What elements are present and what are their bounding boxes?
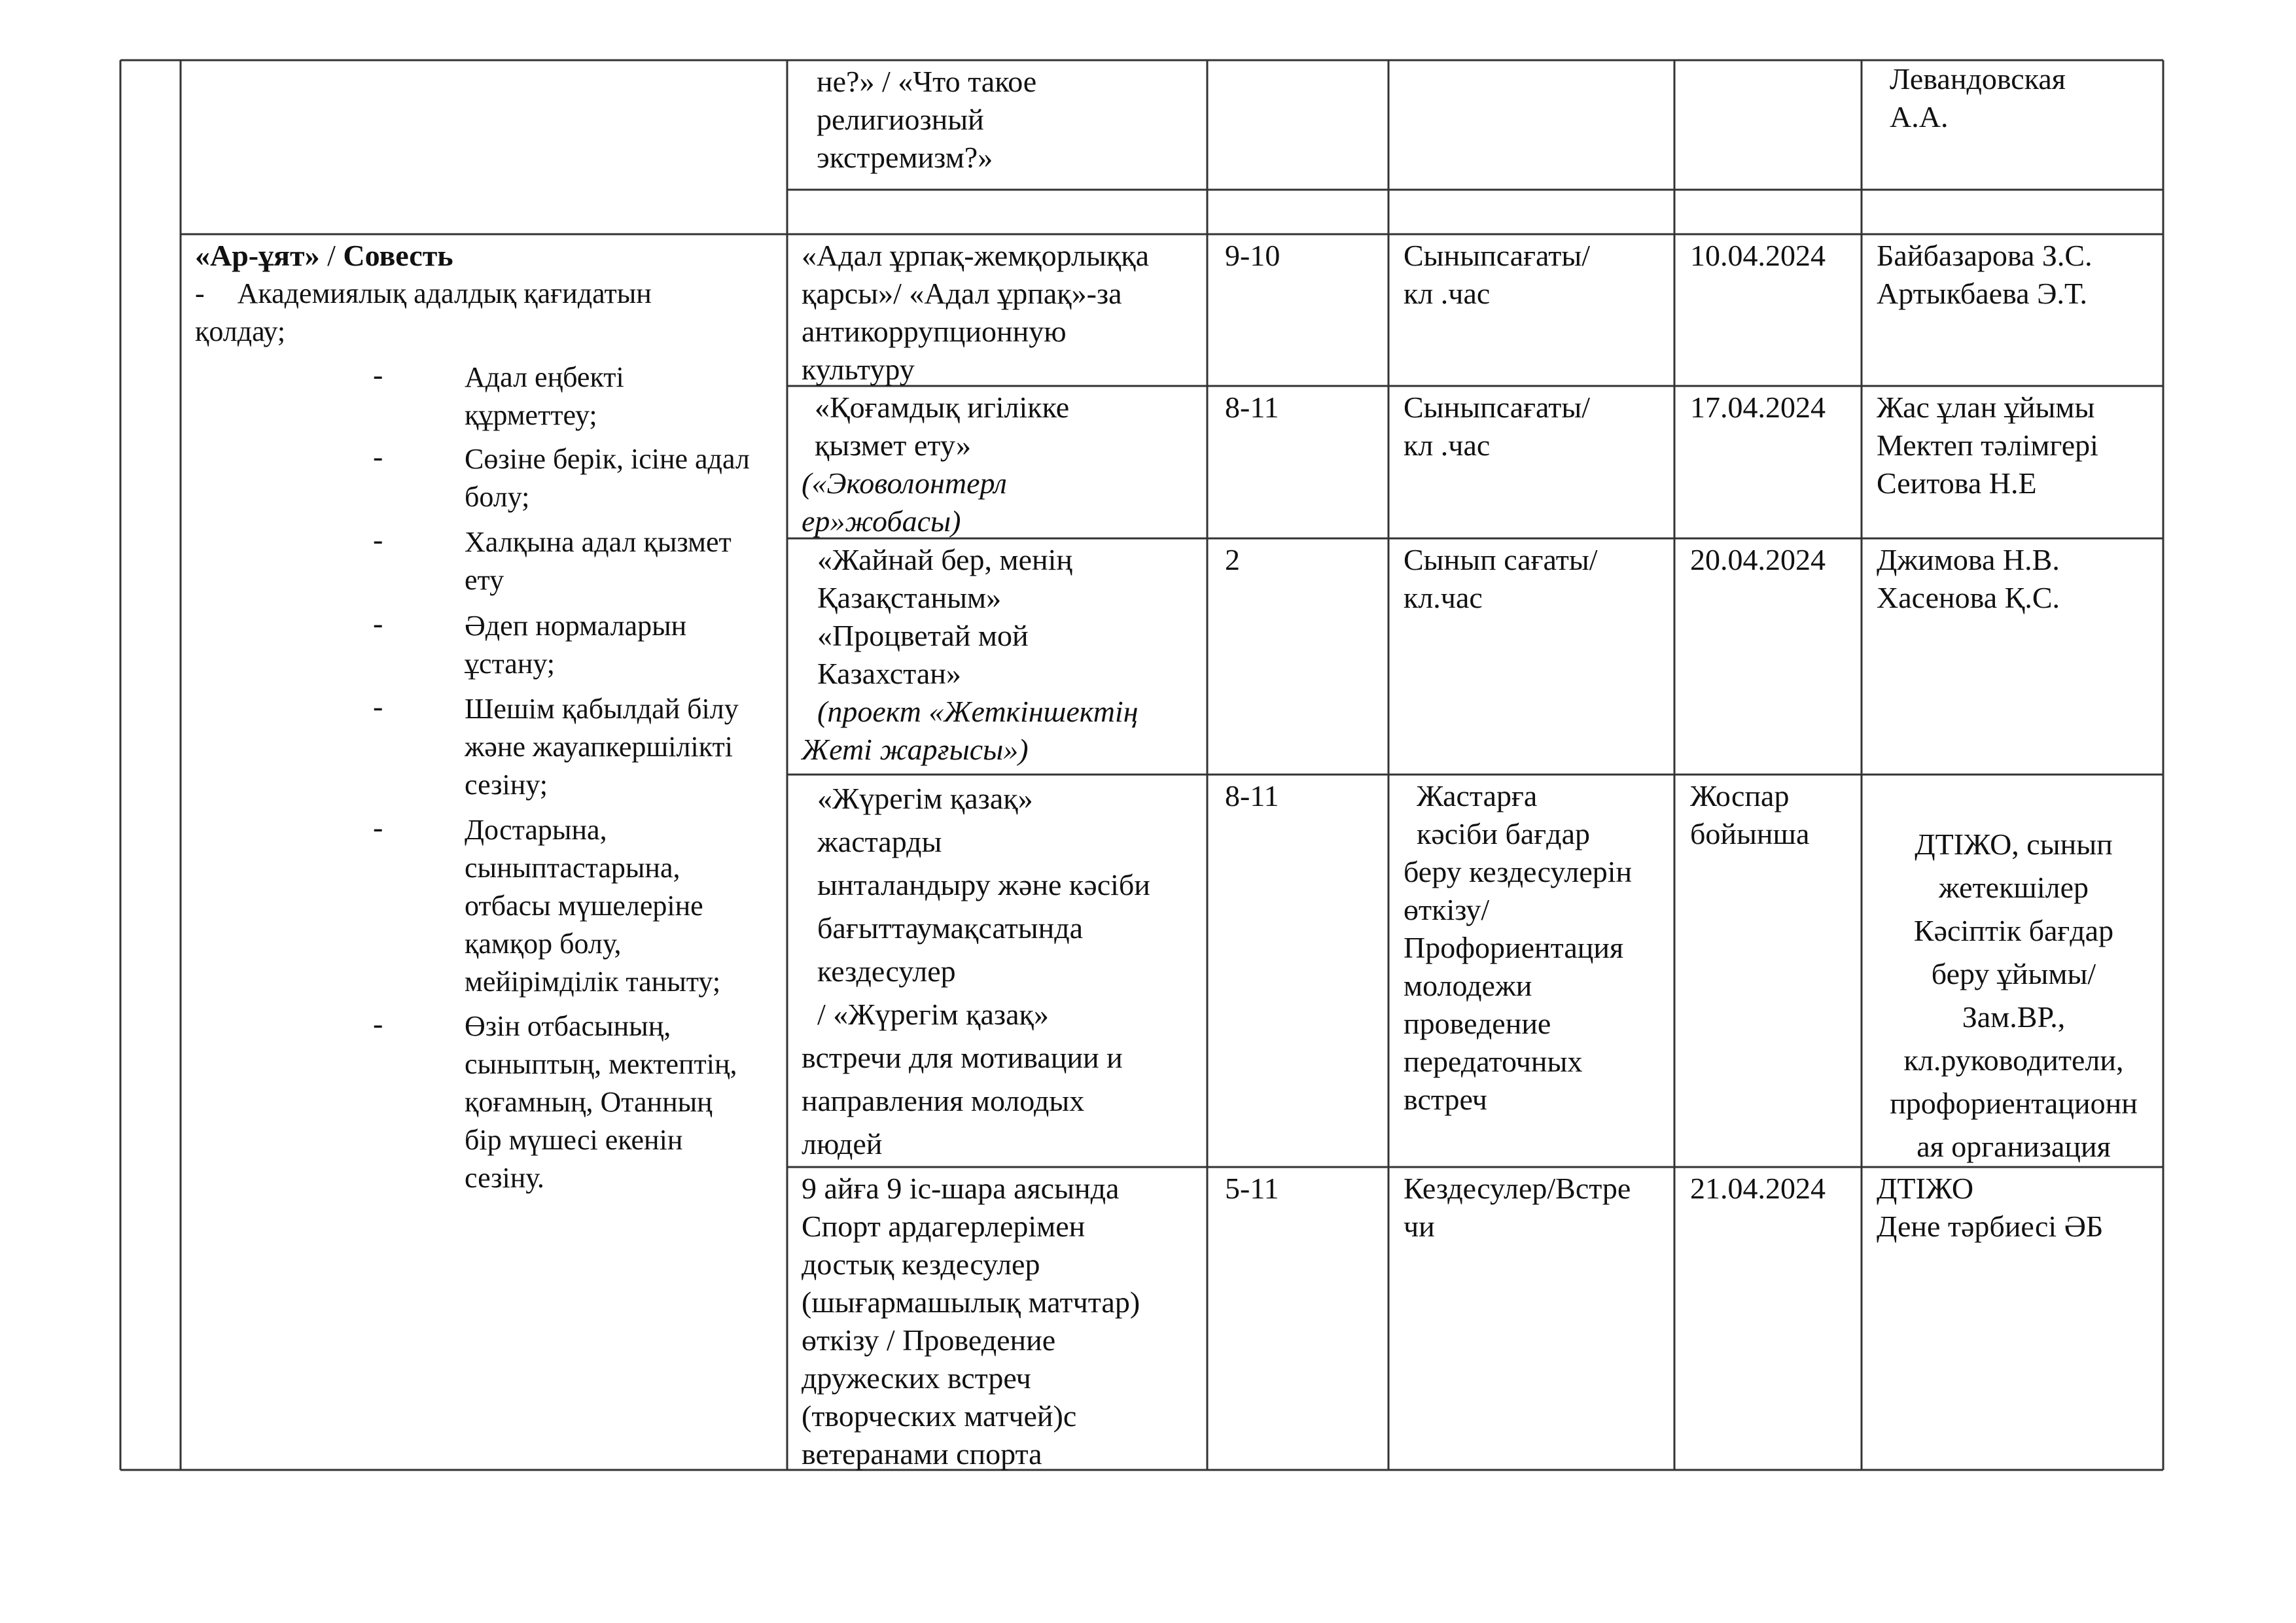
event-line: Казахстан» [817,657,961,690]
row1-form [1404,237,1665,313]
event-line-italic: («Эковолонтерл [802,466,1007,500]
responsible-line: Жас ұлан ұйымы [1877,391,2095,424]
responsible-line: Кәсіптік бағдар [1913,914,2114,947]
bullet-line: отбасы мүшелеріне [465,890,703,922]
bullet-dash: - [373,606,383,640]
responsible-line: Хасенова Қ.С. [1877,581,2060,614]
bullet-dash: - [373,1007,383,1040]
event-line: (шығармашылық матчтар) [802,1285,1140,1319]
event-line: Спорт ардагерлерімен [802,1210,1086,1243]
row3-date: 20.04.2024 [1690,543,1826,576]
event-line: бағыттаумақсатында [817,911,1084,945]
row3-event [802,541,1201,769]
row2-event [802,389,1201,540]
event-line: направления молодых [802,1084,1085,1117]
bullet-line: сыныптастарына, [465,852,680,884]
section-title [195,237,777,275]
intro-dash: - [195,277,205,309]
event-line: қарсы»/ «Адал ұрпақ»-за [802,277,1122,310]
event-line: «Қоғамдық игілікке [815,391,1070,424]
form-line: беру кездесулерін [1404,855,1633,888]
row4-form [1404,777,1669,1119]
bullet-line: және жауапкершілікті [465,731,733,763]
form-line: молодежи [1404,969,1532,1002]
row3-responsible [1877,541,2158,617]
row0-responsible-line: А.А. [1890,100,1949,133]
responsible-line: Зам.ВР., [1962,1000,2066,1034]
form-line: чи [1404,1210,1435,1243]
event-line: «Адал ұрпақ-жемқорлыққа [802,239,1150,272]
row3-grade: 2 [1225,543,1240,576]
row0-responsible [1890,60,2151,136]
event-line: қызмет ету» [815,428,971,462]
date-line: Жоспар [1690,779,1790,812]
responsible-line: жетекшілер [1938,871,2089,904]
bullet-line: Достарына, [465,814,607,846]
bullet-text [465,690,792,804]
bullet-line: қоғамның, Отанның [465,1086,713,1118]
bullet-text [465,1007,792,1197]
event-line: кездесулер [817,954,956,988]
row5-event [802,1170,1204,1473]
section-intro-line [195,275,777,313]
event-line: достық кездесулер [802,1248,1040,1281]
event-line-italic: Жеті жарғысы») [802,733,1029,766]
bullet-text [465,440,792,516]
bullet-dash: - [373,440,383,473]
row0-responsible-line: Левандовская [1890,62,2066,96]
row2-grade: 8-11 [1225,391,1279,424]
event-line: «Жайнай бер, менің [817,543,1073,576]
bullet-line: сезіну; [465,769,548,801]
bullet-line: мейірімділік таныту; [465,966,721,998]
event-line-italic: ер»жобасы) [802,504,961,538]
responsible-line: кл.руководители, [1903,1043,2124,1077]
bullet-line: қамқор болу, [465,928,622,960]
row4-event [802,777,1204,1166]
event-line: антикоррупционную [802,315,1067,348]
bullet-line: ұстану; [465,648,556,680]
row2-form [1404,389,1665,464]
bullet-line: бір мүшесі екенін [465,1124,683,1156]
bullet-line: құрметтеу; [465,399,597,431]
responsible-line: Джимова Н.В. [1877,543,2060,576]
responsible-line: Мектеп тәлімгері [1877,428,2098,462]
event-line: дружеских встреч [802,1361,1031,1395]
row1-responsible [1877,237,2158,313]
bullet-line: сыныптың, мектептің, [465,1048,737,1080]
row5-grade: 5-11 [1225,1172,1279,1205]
row0-event [817,63,1196,177]
row1-date: 10.04.2024 [1690,239,1826,272]
bullet-text [465,358,792,434]
section-title-ru: Совесть [343,239,453,272]
row5-responsible [1877,1170,2158,1246]
bullet-line: болу; [465,481,530,513]
section-intro-line: қолдау; [195,315,286,347]
event-line: ынталандыру және кәсіби [817,868,1150,901]
form-line: кл.час [1404,581,1483,614]
bullet-line: Шешім қабылдай білу [465,693,739,725]
form-line: Сынып сағаты/ [1404,543,1598,576]
form-line: кл .час [1404,277,1491,310]
bullet-dash: - [373,523,383,556]
form-line: өткізу/ [1404,893,1490,926]
bullet-line: Әдеп нормаларын [465,610,687,642]
form-line: Кездесулер/Встре [1404,1172,1631,1205]
bullet-line: ету [465,564,504,596]
section-intro [195,275,777,351]
event-line: ветеранами спорта [802,1437,1042,1471]
bullet-line: сезіну. [465,1162,544,1194]
form-line: Сыныпсағаты/ [1404,239,1591,272]
responsible-line: профориентационн [1890,1087,2138,1120]
form-line: кл .час [1404,428,1491,462]
date-line: бойынша [1690,817,1810,850]
section-title-sep: / [319,239,344,272]
row2-responsible [1877,389,2158,502]
bullet-line: Сөзіне берік, ісіне адал [465,443,750,475]
row0-event-line: религиозный [817,103,984,136]
form-line: Жастарға [1417,779,1538,812]
bullet-text [465,811,792,1001]
bullet-line: Өзін отбасының, [465,1010,671,1042]
form-line: передаточных [1404,1045,1583,1078]
event-line: встречи для мотивации и [802,1041,1123,1074]
event-line: (творческих матчей)с [802,1399,1077,1433]
event-line: өткізу / Проведение [802,1323,1056,1357]
bullet-dash: - [373,358,383,391]
intro-text: Академиялық адалдық қағидатын [237,277,652,309]
row0-event-line: не?» / «Что такое [817,65,1037,98]
event-line: «Процветай мой [817,619,1029,652]
responsible-line: ДТІЖО [1877,1172,1974,1205]
event-line: культуру [802,353,915,386]
bullet-text [465,523,792,599]
responsible-line: Сеитова Н.Е [1877,466,2037,500]
form-line: встреч [1404,1083,1487,1116]
row4-responsible [1868,823,2159,1168]
event-line-italic: (проект «Жеткіншектің [817,695,1139,728]
form-line: Сыныпсағаты/ [1404,391,1591,424]
section-title-kz: «Ар-ұят» [195,239,320,272]
responsible-line: ДТІЖО, сынып [1915,828,2113,861]
bullet-dash: - [373,689,383,723]
responsible-line: Байбазарова З.С. [1877,239,2093,272]
event-line: людей [802,1127,883,1161]
row1-event [802,237,1201,389]
row1-grade: 9-10 [1225,239,1280,272]
event-line: / «Жүрегім қазақ» [817,998,1049,1031]
form-line: кәсіби бағдар [1417,817,1590,850]
form-line: Профориентация [1404,931,1624,964]
bullet-line: Халқына адал қызмет [465,526,732,558]
event-line: «Жүрегім қазақ» [817,782,1033,815]
responsible-line: Дене тәрбиесі ӘБ [1877,1210,2104,1243]
event-line: Қазақстаным» [817,581,1002,614]
row4-date [1690,777,1860,853]
event-line: жастарды [817,825,942,858]
responsible-line: Артыкбаева Э.Т. [1877,277,2087,310]
row2-date: 17.04.2024 [1690,391,1826,424]
bullet-text [465,607,792,683]
responsible-line: ая организация [1916,1130,2111,1163]
form-line: проведение [1404,1007,1551,1040]
row0-event-line: экстремизм?» [817,141,993,174]
row5-form [1404,1170,1665,1246]
bullet-line: Адал еңбекті [465,361,624,393]
row3-form [1404,541,1665,617]
row4-grade: 8-11 [1225,779,1279,812]
responsible-line: беру ұйымы/ [1931,957,2096,990]
event-line: 9 айға 9 іс-шара аясында [802,1172,1120,1205]
bullet-dash: - [373,811,383,844]
row5-date: 21.04.2024 [1690,1172,1826,1205]
